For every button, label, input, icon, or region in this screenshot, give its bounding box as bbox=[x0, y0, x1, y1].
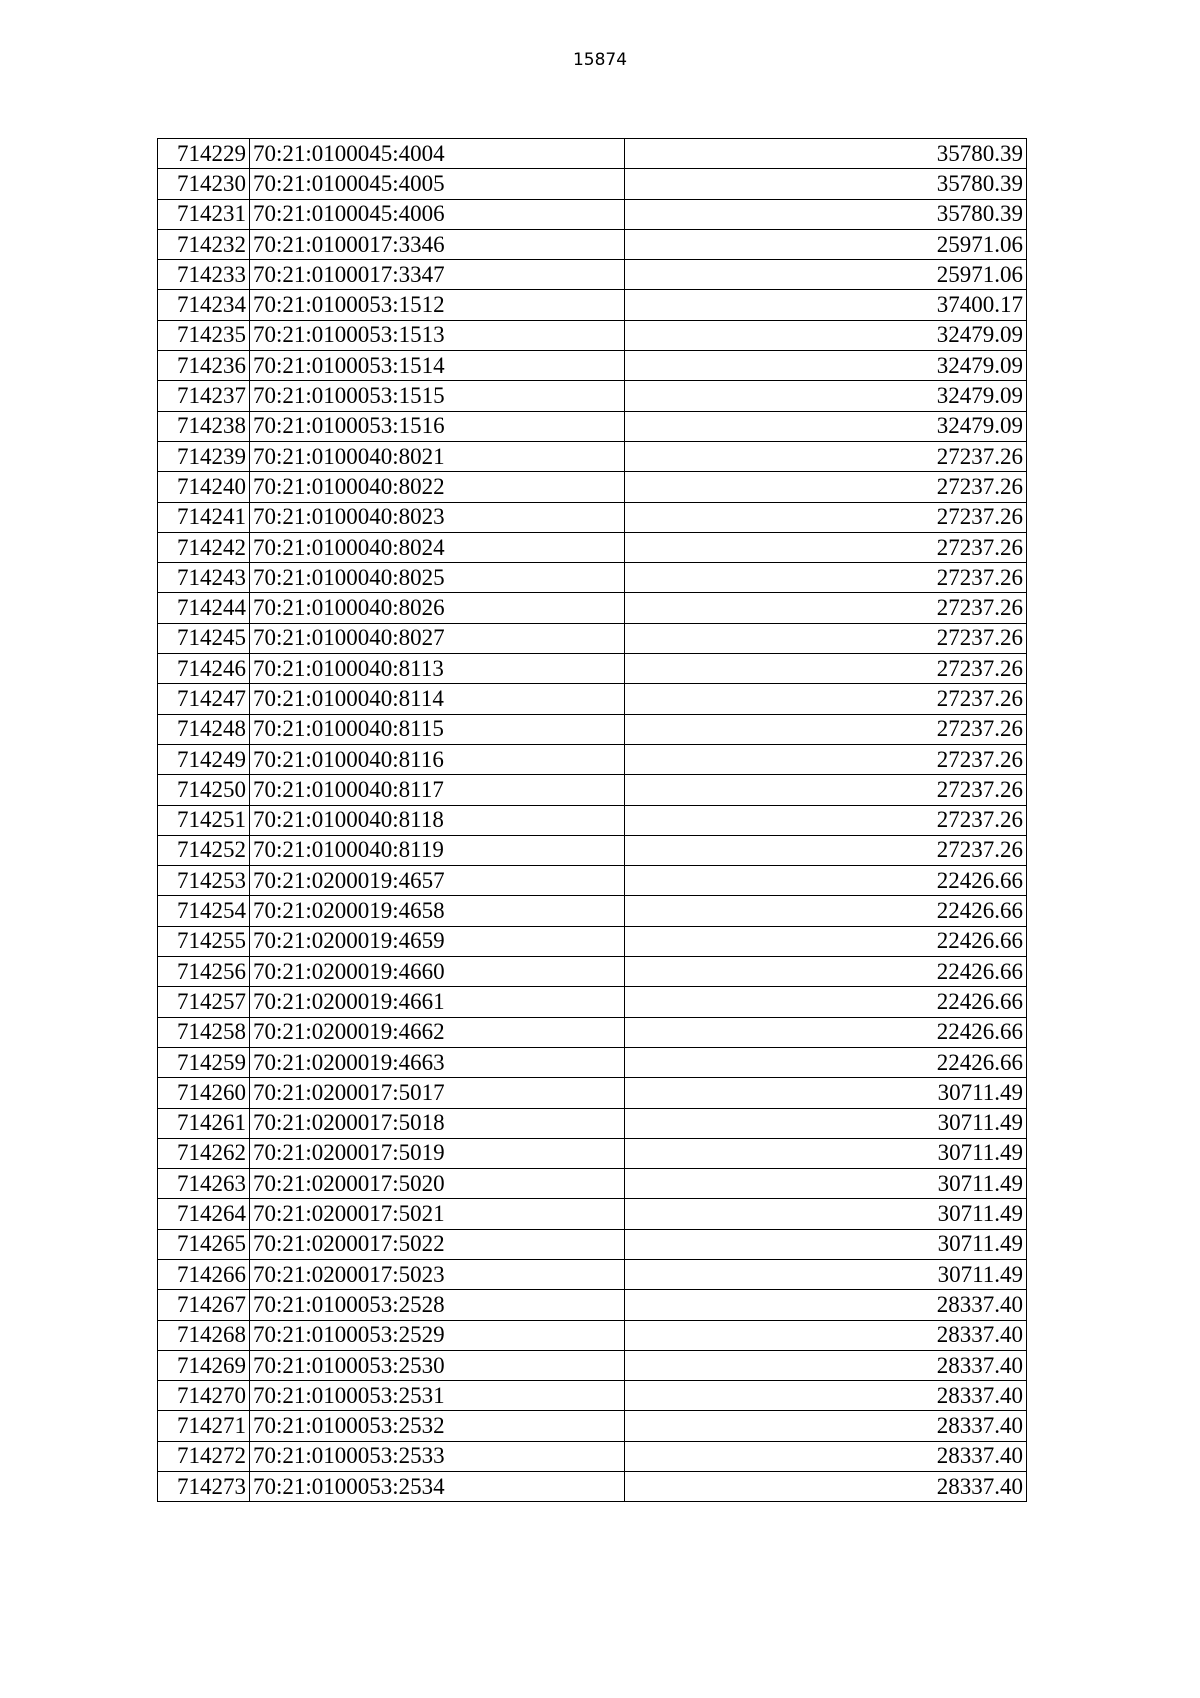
cadastral-value: 37400.17 bbox=[625, 290, 1027, 320]
cadastral-number: 70:21:0100040:8023 bbox=[250, 502, 625, 532]
cadastral-value: 27237.26 bbox=[625, 805, 1027, 835]
row-number: 714250 bbox=[158, 775, 250, 805]
cadastral-number: 70:21:0100045:4006 bbox=[250, 199, 625, 229]
cadastral-number: 70:21:0100040:8021 bbox=[250, 441, 625, 471]
table-row bbox=[158, 1290, 1027, 1320]
cadastral-value: 28337.40 bbox=[625, 1350, 1027, 1380]
cadastral-value: 27237.26 bbox=[625, 835, 1027, 865]
row-number: 714272 bbox=[158, 1441, 250, 1471]
cadastral-number: 70:21:0200019:4663 bbox=[250, 1047, 625, 1077]
row-number: 714264 bbox=[158, 1199, 250, 1229]
table-row bbox=[158, 654, 1027, 684]
row-number: 714266 bbox=[158, 1259, 250, 1289]
cadastral-number: 70:21:0100040:8117 bbox=[250, 775, 625, 805]
table-row bbox=[158, 1138, 1027, 1168]
table-row bbox=[158, 896, 1027, 926]
cadastral-number: 70:21:0200019:4661 bbox=[250, 987, 625, 1017]
cadastral-value: 27237.26 bbox=[625, 684, 1027, 714]
table-row bbox=[158, 1381, 1027, 1411]
cadastral-number: 70:21:0100053:1515 bbox=[250, 381, 625, 411]
row-number: 714260 bbox=[158, 1078, 250, 1108]
table-row bbox=[158, 1078, 1027, 1108]
cadastral-number: 70:21:0100040:8118 bbox=[250, 805, 625, 835]
table-row bbox=[158, 926, 1027, 956]
row-number: 714246 bbox=[158, 654, 250, 684]
row-number: 714243 bbox=[158, 563, 250, 593]
row-number: 714232 bbox=[158, 229, 250, 259]
table-row bbox=[158, 1411, 1027, 1441]
cadastral-value: 28337.40 bbox=[625, 1320, 1027, 1350]
row-number: 714240 bbox=[158, 472, 250, 502]
cadastral-number: 70:21:0100053:1513 bbox=[250, 320, 625, 350]
cadastral-number: 70:21:0100053:2533 bbox=[250, 1441, 625, 1471]
cadastral-value: 27237.26 bbox=[625, 593, 1027, 623]
cadastral-number: 70:21:0100040:8115 bbox=[250, 714, 625, 744]
cadastral-number: 70:21:0200017:5020 bbox=[250, 1169, 625, 1199]
row-number: 714269 bbox=[158, 1350, 250, 1380]
table-row bbox=[158, 866, 1027, 896]
cadastral-value: 30711.49 bbox=[625, 1199, 1027, 1229]
row-number: 714259 bbox=[158, 1047, 250, 1077]
row-number: 714245 bbox=[158, 623, 250, 653]
table-row bbox=[158, 1169, 1027, 1199]
cadastral-number: 70:21:0200019:4658 bbox=[250, 896, 625, 926]
table-row bbox=[158, 1229, 1027, 1259]
table-row bbox=[158, 1047, 1027, 1077]
cadastral-value: 28337.40 bbox=[625, 1290, 1027, 1320]
cadastral-value: 25971.06 bbox=[625, 229, 1027, 259]
cadastral-number: 70:21:0200019:4660 bbox=[250, 957, 625, 987]
table-row bbox=[158, 532, 1027, 562]
cadastral-number: 70:21:0100053:1516 bbox=[250, 411, 625, 441]
row-number: 714263 bbox=[158, 1169, 250, 1199]
cadastral-value: 22426.66 bbox=[625, 866, 1027, 896]
cadastral-value: 22426.66 bbox=[625, 987, 1027, 1017]
table-row bbox=[158, 441, 1027, 471]
cadastral-value: 30711.49 bbox=[625, 1229, 1027, 1259]
cadastral-value: 27237.26 bbox=[625, 441, 1027, 471]
cadastral-value: 30711.49 bbox=[625, 1138, 1027, 1168]
table-row bbox=[158, 381, 1027, 411]
table-row bbox=[158, 1350, 1027, 1380]
row-number: 714254 bbox=[158, 896, 250, 926]
table-row bbox=[158, 1017, 1027, 1047]
cadastral-value: 28337.40 bbox=[625, 1441, 1027, 1471]
cadastral-number: 70:21:0100053:2528 bbox=[250, 1290, 625, 1320]
row-number: 714230 bbox=[158, 169, 250, 199]
table-row bbox=[158, 169, 1027, 199]
row-number: 714235 bbox=[158, 320, 250, 350]
cadastral-value: 22426.66 bbox=[625, 1017, 1027, 1047]
table-row bbox=[158, 1320, 1027, 1350]
row-number: 714257 bbox=[158, 987, 250, 1017]
cadastral-number: 70:21:0100053:1512 bbox=[250, 290, 625, 320]
cadastral-number: 70:21:0100040:8025 bbox=[250, 563, 625, 593]
table-row bbox=[158, 229, 1027, 259]
table-row bbox=[158, 260, 1027, 290]
table-row bbox=[158, 139, 1027, 169]
cadastral-value: 30711.49 bbox=[625, 1259, 1027, 1289]
row-number: 714258 bbox=[158, 1017, 250, 1047]
row-number: 714265 bbox=[158, 1229, 250, 1259]
row-number: 714251 bbox=[158, 805, 250, 835]
row-number: 714233 bbox=[158, 260, 250, 290]
cadastral-number: 70:21:0100053:2529 bbox=[250, 1320, 625, 1350]
table-row bbox=[158, 957, 1027, 987]
cadastral-value: 28337.40 bbox=[625, 1381, 1027, 1411]
row-number: 714241 bbox=[158, 502, 250, 532]
cadastral-value: 30711.49 bbox=[625, 1169, 1027, 1199]
cadastral-number: 70:21:0100017:3347 bbox=[250, 260, 625, 290]
cadastral-value: 25971.06 bbox=[625, 260, 1027, 290]
cadastral-value: 27237.26 bbox=[625, 744, 1027, 774]
table-row bbox=[158, 563, 1027, 593]
cadastral-number: 70:21:0100040:8022 bbox=[250, 472, 625, 502]
cadastral-value: 22426.66 bbox=[625, 1047, 1027, 1077]
cadastral-value: 27237.26 bbox=[625, 775, 1027, 805]
cadastral-number: 70:21:0200017:5021 bbox=[250, 1199, 625, 1229]
row-number: 714234 bbox=[158, 290, 250, 320]
cadastral-number: 70:21:0200019:4659 bbox=[250, 926, 625, 956]
cadastral-number: 70:21:0200019:4662 bbox=[250, 1017, 625, 1047]
cadastral-value: 27237.26 bbox=[625, 714, 1027, 744]
cadastral-value: 35780.39 bbox=[625, 169, 1027, 199]
cadastral-number: 70:21:0100040:8027 bbox=[250, 623, 625, 653]
row-number: 714239 bbox=[158, 441, 250, 471]
cadastral-value: 27237.26 bbox=[625, 472, 1027, 502]
cadastral-number: 70:21:0200017:5017 bbox=[250, 1078, 625, 1108]
row-number: 714247 bbox=[158, 684, 250, 714]
table-row bbox=[158, 684, 1027, 714]
row-number: 714238 bbox=[158, 411, 250, 441]
row-number: 714237 bbox=[158, 381, 250, 411]
cadastral-number: 70:21:0100053:2531 bbox=[250, 1381, 625, 1411]
table-row bbox=[158, 593, 1027, 623]
row-number: 714244 bbox=[158, 593, 250, 623]
row-number: 714268 bbox=[158, 1320, 250, 1350]
cadastral-value: 27237.26 bbox=[625, 502, 1027, 532]
cadastral-value: 22426.66 bbox=[625, 957, 1027, 987]
cadastral-number: 70:21:0100040:8119 bbox=[250, 835, 625, 865]
cadastral-number: 70:21:0200019:4657 bbox=[250, 866, 625, 896]
cadastral-number: 70:21:0200017:5023 bbox=[250, 1259, 625, 1289]
cadastral-number: 70:21:0100053:2532 bbox=[250, 1411, 625, 1441]
cadastral-value-table bbox=[157, 138, 1027, 1502]
cadastral-number: 70:21:0200017:5018 bbox=[250, 1108, 625, 1138]
cadastral-number: 70:21:0100040:8114 bbox=[250, 684, 625, 714]
table-row bbox=[158, 623, 1027, 653]
table-row bbox=[158, 744, 1027, 774]
table-row bbox=[158, 1441, 1027, 1471]
row-number: 714242 bbox=[158, 532, 250, 562]
cadastral-number: 70:21:0100045:4005 bbox=[250, 169, 625, 199]
cadastral-value: 27237.26 bbox=[625, 532, 1027, 562]
row-number: 714270 bbox=[158, 1381, 250, 1411]
cadastral-value: 27237.26 bbox=[625, 654, 1027, 684]
table-row bbox=[158, 320, 1027, 350]
cadastral-value: 32479.09 bbox=[625, 381, 1027, 411]
page-number: 15874 bbox=[572, 50, 628, 70]
cadastral-value: 35780.39 bbox=[625, 139, 1027, 169]
cadastral-number: 70:21:0100040:8116 bbox=[250, 744, 625, 774]
row-number: 714255 bbox=[158, 926, 250, 956]
cadastral-number: 70:21:0200017:5019 bbox=[250, 1138, 625, 1168]
table-row bbox=[158, 411, 1027, 441]
cadastral-value: 30711.49 bbox=[625, 1108, 1027, 1138]
row-number: 714271 bbox=[158, 1411, 250, 1441]
row-number: 714262 bbox=[158, 1138, 250, 1168]
table-row bbox=[158, 775, 1027, 805]
cadastral-number: 70:21:0100053:2534 bbox=[250, 1472, 625, 1502]
cadastral-value: 32479.09 bbox=[625, 320, 1027, 350]
cadastral-value: 32479.09 bbox=[625, 351, 1027, 381]
table-body bbox=[158, 139, 1027, 1502]
table-row bbox=[158, 1108, 1027, 1138]
cadastral-value: 28337.40 bbox=[625, 1411, 1027, 1441]
row-number: 714231 bbox=[158, 199, 250, 229]
table-row bbox=[158, 472, 1027, 502]
cadastral-number: 70:21:0100040:8024 bbox=[250, 532, 625, 562]
table-row bbox=[158, 1472, 1027, 1502]
cadastral-value: 27237.26 bbox=[625, 563, 1027, 593]
row-number: 714273 bbox=[158, 1472, 250, 1502]
row-number: 714248 bbox=[158, 714, 250, 744]
cadastral-number: 70:21:0200017:5022 bbox=[250, 1229, 625, 1259]
cadastral-value: 28337.40 bbox=[625, 1472, 1027, 1502]
row-number: 714249 bbox=[158, 744, 250, 774]
table-row bbox=[158, 351, 1027, 381]
row-number: 714267 bbox=[158, 1290, 250, 1320]
cadastral-number: 70:21:0100017:3346 bbox=[250, 229, 625, 259]
table-row bbox=[158, 199, 1027, 229]
row-number: 714261 bbox=[158, 1108, 250, 1138]
cadastral-value: 30711.49 bbox=[625, 1078, 1027, 1108]
row-number: 714256 bbox=[158, 957, 250, 987]
cadastral-value: 22426.66 bbox=[625, 926, 1027, 956]
row-number: 714252 bbox=[158, 835, 250, 865]
table-row bbox=[158, 1259, 1027, 1289]
row-number: 714229 bbox=[158, 139, 250, 169]
cadastral-number: 70:21:0100053:1514 bbox=[250, 351, 625, 381]
cadastral-value: 27237.26 bbox=[625, 623, 1027, 653]
table-row bbox=[158, 290, 1027, 320]
cadastral-number: 70:21:0100040:8026 bbox=[250, 593, 625, 623]
table-row bbox=[158, 987, 1027, 1017]
table-row bbox=[158, 835, 1027, 865]
cadastral-number: 70:21:0100053:2530 bbox=[250, 1350, 625, 1380]
cadastral-value: 32479.09 bbox=[625, 411, 1027, 441]
cadastral-value: 35780.39 bbox=[625, 199, 1027, 229]
cadastral-value: 22426.66 bbox=[625, 896, 1027, 926]
cadastral-number: 70:21:0100040:8113 bbox=[250, 654, 625, 684]
cadastral-number: 70:21:0100045:4004 bbox=[250, 139, 625, 169]
table-row bbox=[158, 805, 1027, 835]
row-number: 714236 bbox=[158, 351, 250, 381]
row-number: 714253 bbox=[158, 866, 250, 896]
table-row bbox=[158, 1199, 1027, 1229]
table-row bbox=[158, 714, 1027, 744]
table-row bbox=[158, 502, 1027, 532]
